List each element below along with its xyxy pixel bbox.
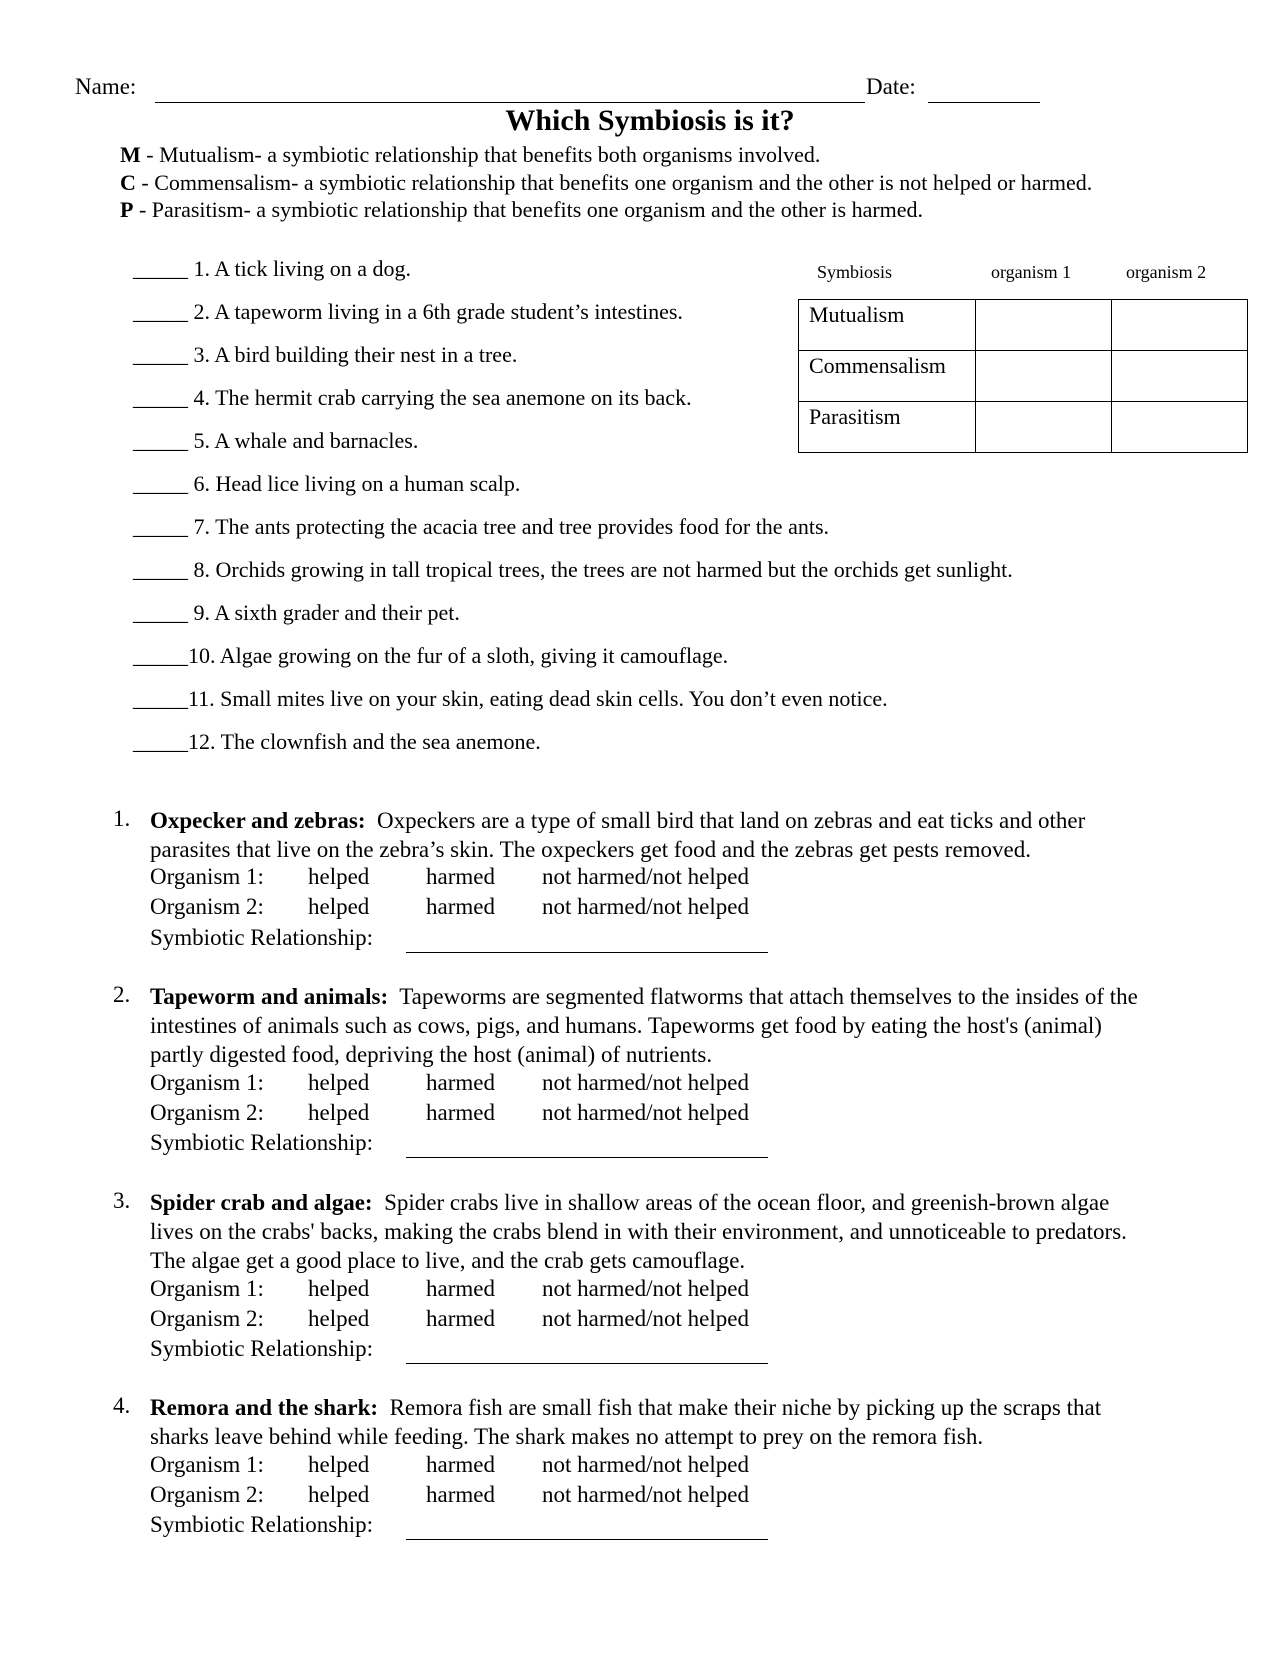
scenario-line: Spider crabs live in shallow areas of the ocean floor, and greenish-brown algae (384, 1190, 1110, 1215)
definition-mutualism (120, 142, 820, 168)
option-neither[interactable]: not harmed/not helped (542, 1276, 749, 1301)
relationship-answer-field[interactable] (406, 1363, 768, 1364)
scenario-description (150, 806, 1230, 864)
organism2-row (150, 1306, 264, 1332)
organism2-label: Organism 2: (150, 1482, 264, 1507)
organism2-label: Organism 2: (150, 894, 264, 919)
relationship-answer-field[interactable] (406, 952, 768, 953)
organism1-label: Organism 1: (150, 1452, 264, 1477)
name-label: Name: (75, 74, 137, 99)
organism2-row (150, 1482, 264, 1508)
table-header-organism1: organism 1 (991, 262, 1072, 282)
definition-letter: M (120, 142, 141, 167)
scenario-line: Tapeworms are segmented flatworms that attach themselves to the insides of the (399, 984, 1138, 1009)
scenario-title: Tapeworm and animals: (150, 984, 389, 1009)
option-helped[interactable]: helped (308, 1452, 370, 1477)
scenario-line: partly digested food, depriving the host (animal) of nutrients. (150, 1042, 713, 1067)
definition-letter: P (120, 197, 134, 222)
scenario-number: 3. (113, 1188, 131, 1213)
scenario-title: Oxpecker and zebras: (150, 808, 366, 833)
scenario-line: lives on the crabs' backs, making the crabs blend in with their environment, and unnoticeable to predators. (150, 1219, 1127, 1244)
page-title: Which Symbiosis is it? (505, 104, 795, 137)
table-cell-label: Mutualism (799, 300, 976, 351)
list-item: _____ 1. A tick living on a dog. (133, 256, 412, 281)
scenario-line: The algae get a good place to live, and the crab gets camouflage. (150, 1248, 746, 1273)
definition-parasitism (120, 197, 923, 223)
relationship-row (150, 1336, 373, 1362)
option-harmed[interactable]: harmed (426, 1070, 495, 1095)
definition-letter: C (120, 170, 136, 195)
table-row (799, 300, 1248, 351)
list-item: _____ 4. The hermit crab carrying the sea anemone on its back. (133, 385, 692, 410)
organism2-row (150, 1100, 264, 1126)
option-neither[interactable]: not harmed/not helped (542, 864, 749, 889)
scenario-description (150, 1393, 1230, 1451)
table-cell-label: Commensalism (799, 351, 976, 402)
option-neither[interactable]: not harmed/not helped (542, 1100, 749, 1125)
option-helped[interactable]: helped (308, 894, 370, 919)
scenario-title: Remora and the shark: (150, 1395, 379, 1420)
option-neither[interactable]: not harmed/not helped (542, 1070, 749, 1095)
table-cell-input[interactable] (1112, 300, 1248, 351)
option-harmed[interactable]: harmed (426, 1276, 495, 1301)
table-cell-input[interactable] (1112, 351, 1248, 402)
organism1-row (150, 1452, 264, 1478)
scenario-number: 4. (113, 1393, 131, 1418)
definition-text: - Commensalism- a symbiotic relationship that benefits one organism and the other is not helped or harmed. (135, 170, 1093, 195)
definition-text: - Mutualism- a symbiotic relationship that benefits both organisms involved. (140, 142, 821, 167)
table-header-symbiosis: Symbiosis (817, 262, 893, 282)
scenario-line: parasites that live on the zebra’s skin. The oxpeckers get food and the zebras get pests removed. (150, 837, 1031, 862)
list-item: _____10. Algae growing on the fur of a sloth, giving it camouflage. (133, 643, 729, 668)
option-neither[interactable]: not harmed/not helped (542, 894, 749, 919)
organism1-label: Organism 1: (150, 864, 264, 889)
option-harmed[interactable]: harmed (426, 1482, 495, 1507)
option-harmed[interactable]: harmed (426, 894, 495, 919)
organism1-row (150, 864, 264, 890)
table-cell-input[interactable] (1112, 402, 1248, 453)
table-row (799, 402, 1248, 453)
table-cell-label: Parasitism (799, 402, 976, 453)
scenario-line: sharks leave behind while feeding. The shark makes no attempt to prey on the remora fish. (150, 1424, 984, 1449)
relationship-answer-field[interactable] (406, 1157, 768, 1158)
organism2-label: Organism 2: (150, 1306, 264, 1331)
relationship-label: Symbiotic Relationship: (150, 925, 373, 950)
option-harmed[interactable]: harmed (426, 1452, 495, 1477)
list-item: _____ 2. A tapeworm living in a 6th grade student’s intestines. (133, 299, 683, 324)
table-cell-input[interactable] (976, 402, 1112, 453)
scenario-description (150, 1188, 1230, 1275)
option-harmed[interactable]: harmed (426, 1306, 495, 1331)
organism1-row (150, 1276, 264, 1302)
option-helped[interactable]: helped (308, 864, 370, 889)
organism1-row (150, 1070, 264, 1096)
list-item: _____ 9. A sixth grader and their pet. (133, 600, 460, 625)
symbiosis-table (798, 299, 1248, 453)
list-item: _____ 8. Orchids growing in tall tropical trees, the trees are not harmed but the orchids get sunlight. (133, 557, 1013, 582)
relationship-label: Symbiotic Relationship: (150, 1336, 373, 1361)
relationship-row (150, 925, 373, 951)
option-helped[interactable]: helped (308, 1482, 370, 1507)
option-helped[interactable]: helped (308, 1070, 370, 1095)
scenario-line: intestines of animals such as cows, pigs, and humans. Tapeworms get food by eating the host's (animal) (150, 1013, 1102, 1038)
name-field[interactable] (155, 102, 865, 103)
scenario-line: Oxpeckers are a type of small bird that land on zebras and eat ticks and other (377, 808, 1086, 833)
list-item: _____ 7. The ants protecting the acacia tree and tree provides food for the ants. (133, 514, 830, 539)
organism1-label: Organism 1: (150, 1276, 264, 1301)
relationship-row (150, 1512, 373, 1538)
definition-commensalism (120, 170, 1092, 196)
definition-text: - Parasitism- a symbiotic relationship that benefits one organism and the other is harmed. (133, 197, 924, 222)
date-label: Date: (866, 74, 916, 99)
scenario-number: 2. (113, 982, 131, 1007)
option-neither[interactable]: not harmed/not helped (542, 1482, 749, 1507)
relationship-answer-field[interactable] (406, 1539, 768, 1540)
option-harmed[interactable]: harmed (426, 1100, 495, 1125)
relationship-label: Symbiotic Relationship: (150, 1130, 373, 1155)
table-row (799, 351, 1248, 402)
option-neither[interactable]: not harmed/not helped (542, 1452, 749, 1477)
list-item: _____ 3. A bird building their nest in a tree. (133, 342, 518, 367)
scenario-line: Remora fish are small fish that make their niche by picking up the scraps that (389, 1395, 1102, 1420)
relationship-label: Symbiotic Relationship: (150, 1512, 373, 1537)
option-helped[interactable]: helped (308, 1276, 370, 1301)
scenario-number: 1. (113, 806, 131, 831)
table-header-organism2: organism 2 (1126, 262, 1207, 282)
list-item: _____11. Small mites live on your skin, eating dead skin cells. You don’t even notice. (133, 686, 888, 711)
option-harmed[interactable]: harmed (426, 864, 495, 889)
scenario-description (150, 982, 1230, 1069)
list-item: _____ 6. Head lice living on a human scalp. (133, 471, 521, 496)
table-cell-input[interactable] (976, 351, 1112, 402)
relationship-row (150, 1130, 373, 1156)
organism1-label: Organism 1: (150, 1070, 264, 1095)
organism2-label: Organism 2: (150, 1100, 264, 1125)
option-neither[interactable]: not harmed/not helped (542, 1306, 749, 1331)
list-item: _____ 5. A whale and barnacles. (133, 428, 419, 453)
option-helped[interactable]: helped (308, 1306, 370, 1331)
date-field[interactable] (928, 102, 1040, 103)
list-item: _____12. The clownfish and the sea anemone. (133, 729, 541, 754)
option-helped[interactable]: helped (308, 1100, 370, 1125)
table-cell-input[interactable] (976, 300, 1112, 351)
organism2-row (150, 894, 264, 920)
scenario-title: Spider crab and algae: (150, 1190, 373, 1215)
